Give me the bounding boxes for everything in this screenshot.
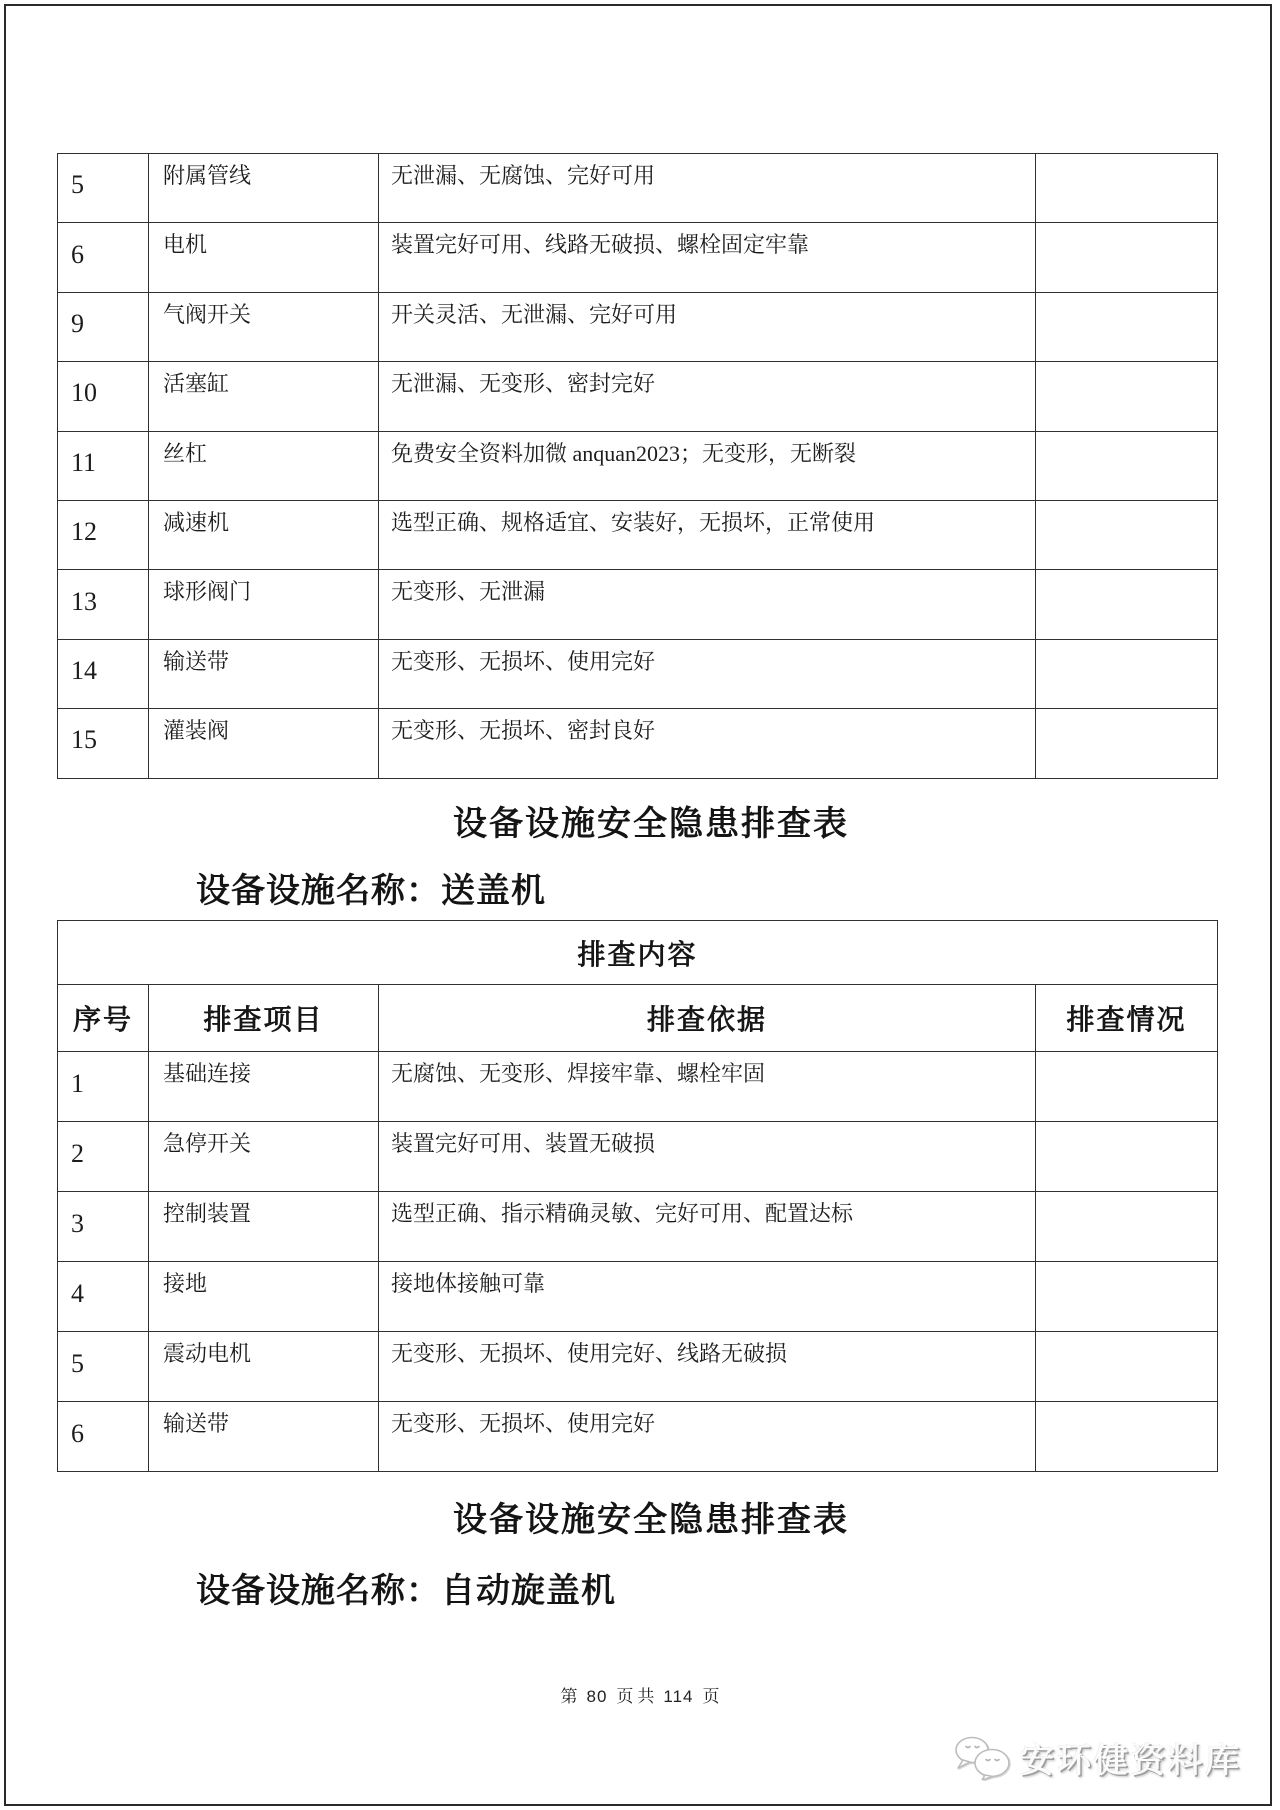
status-cell bbox=[1036, 1402, 1218, 1472]
serial-cell: 12 bbox=[58, 500, 149, 569]
footer-prefix: 第 bbox=[560, 1687, 578, 1706]
watermark-text: 安环健资料库 bbox=[1020, 1743, 1242, 1780]
basis-cell: 无泄漏、无腐蚀、完好可用 bbox=[379, 154, 1036, 223]
item-cell: 震动电机 bbox=[149, 1332, 379, 1402]
report-title-2: 设备设施安全隐患排查表 bbox=[453, 1502, 849, 1539]
basis-cell: 无变形、无损坏、使用完好 bbox=[379, 1402, 1036, 1472]
footer-suffix: 页 bbox=[702, 1687, 720, 1706]
basis-cell: 无变形、无损坏、密封良好 bbox=[379, 709, 1036, 778]
basis-cell: 无泄漏、无变形、密封完好 bbox=[379, 362, 1036, 431]
item-cell: 急停开关 bbox=[149, 1122, 379, 1192]
basis-cell: 接地体接触可靠 bbox=[379, 1262, 1036, 1332]
device-name-label: 设备设施名称： bbox=[196, 1573, 441, 1610]
status-cell bbox=[1036, 709, 1218, 778]
table-row bbox=[58, 709, 1218, 778]
serial-cell: 11 bbox=[58, 431, 149, 500]
item-cell: 输送带 bbox=[149, 639, 379, 708]
table-row bbox=[58, 500, 1218, 569]
col-header-basis: 排查依据 bbox=[379, 985, 1036, 1052]
status-cell bbox=[1036, 362, 1218, 431]
table-row bbox=[58, 1052, 1218, 1122]
serial-cell: 15 bbox=[58, 709, 149, 778]
table-row bbox=[58, 1402, 1218, 1472]
basis-cell: 选型正确、指示精确灵敏、完好可用、配置达标 bbox=[379, 1192, 1036, 1262]
table-row bbox=[58, 1262, 1218, 1332]
col-header-status: 排查情况 bbox=[1036, 985, 1218, 1052]
table-row bbox=[58, 223, 1218, 292]
serial-cell: 2 bbox=[58, 1122, 149, 1192]
table-row bbox=[58, 154, 1218, 223]
item-cell: 灌装阀 bbox=[149, 709, 379, 778]
item-cell: 输送带 bbox=[149, 1402, 379, 1472]
serial-cell: 6 bbox=[58, 223, 149, 292]
device-name-value: 自动旋盖机 bbox=[441, 1573, 616, 1610]
footer-mid2: 共 bbox=[637, 1687, 655, 1706]
status-cell bbox=[1036, 1332, 1218, 1402]
item-cell: 活塞缸 bbox=[149, 362, 379, 431]
col-header-serial: 序号 bbox=[58, 985, 149, 1052]
serial-cell: 4 bbox=[58, 1262, 149, 1332]
basis-cell: 装置完好可用、装置无破损 bbox=[379, 1122, 1036, 1192]
item-cell: 基础连接 bbox=[149, 1052, 379, 1122]
status-cell bbox=[1036, 431, 1218, 500]
item-cell: 气阀开关 bbox=[149, 292, 379, 361]
table-row bbox=[58, 1122, 1218, 1192]
basis-cell: 选型正确、规格适宜、安装好，无损坏，正常使用 bbox=[379, 500, 1036, 569]
serial-cell: 14 bbox=[58, 639, 149, 708]
table2-body bbox=[58, 1052, 1218, 1472]
item-cell: 电机 bbox=[149, 223, 379, 292]
table-row bbox=[58, 639, 1218, 708]
basis-cell: 无变形、无损坏、使用完好、线路无破损 bbox=[379, 1332, 1036, 1402]
basis-cell: 装置完好可用、线路无破损、螺栓固定牢靠 bbox=[379, 223, 1036, 292]
merged-header-row bbox=[58, 921, 1218, 985]
device-name-line-1 bbox=[196, 863, 546, 912]
basis-cell: 开关灵活、无泄漏、完好可用 bbox=[379, 292, 1036, 361]
item-cell: 控制装置 bbox=[149, 1192, 379, 1262]
serial-cell: 3 bbox=[58, 1192, 149, 1262]
serial-cell: 5 bbox=[58, 154, 149, 223]
page-number: 80 bbox=[586, 1687, 608, 1706]
device-name-line-2 bbox=[196, 1563, 616, 1612]
basis-cell: 无腐蚀、无变形、焊接牢靠、螺栓牢固 bbox=[379, 1052, 1036, 1122]
basis-cell: 免费安全资料加微 anquan2023；无变形，无断裂 bbox=[379, 431, 1036, 500]
item-cell: 球形阀门 bbox=[149, 570, 379, 639]
table-row bbox=[58, 362, 1218, 431]
table-row bbox=[58, 1332, 1218, 1402]
status-cell bbox=[1036, 500, 1218, 569]
watermark-logo bbox=[950, 1733, 1242, 1782]
serial-cell: 1 bbox=[58, 1052, 149, 1122]
status-cell bbox=[1036, 1122, 1218, 1192]
status-cell bbox=[1036, 1192, 1218, 1262]
item-cell: 附属管线 bbox=[149, 154, 379, 223]
table-row bbox=[58, 431, 1218, 500]
column-header-row bbox=[58, 985, 1218, 1052]
serial-cell: 10 bbox=[58, 362, 149, 431]
status-cell bbox=[1036, 223, 1218, 292]
table-row bbox=[58, 570, 1218, 639]
inspection-table-continued bbox=[57, 153, 1218, 779]
serial-cell: 13 bbox=[58, 570, 149, 639]
device-name-label: 设备设施名称： bbox=[196, 873, 441, 910]
item-cell: 接地 bbox=[149, 1262, 379, 1332]
total-pages: 114 bbox=[663, 1687, 694, 1706]
serial-cell: 6 bbox=[58, 1402, 149, 1472]
status-cell bbox=[1036, 570, 1218, 639]
status-cell bbox=[1036, 639, 1218, 708]
basis-cell: 无变形、无损坏、使用完好 bbox=[379, 639, 1036, 708]
status-cell bbox=[1036, 154, 1218, 223]
serial-cell: 5 bbox=[58, 1332, 149, 1402]
status-cell bbox=[1036, 1052, 1218, 1122]
merged-header-cell: 排查内容 bbox=[58, 921, 1218, 985]
status-cell bbox=[1036, 1262, 1218, 1332]
status-cell bbox=[1036, 292, 1218, 361]
col-header-item: 排查项目 bbox=[149, 985, 379, 1052]
basis-cell: 无变形、无泄漏 bbox=[379, 570, 1036, 639]
table1-body bbox=[58, 154, 1218, 779]
inspection-table bbox=[57, 920, 1218, 1472]
item-cell: 丝杠 bbox=[149, 431, 379, 500]
report-title-1: 设备设施安全隐患排查表 bbox=[453, 806, 849, 843]
table-row bbox=[58, 1192, 1218, 1262]
item-cell: 减速机 bbox=[149, 500, 379, 569]
wechat-icon bbox=[950, 1736, 1012, 1780]
page-footer bbox=[0, 1682, 1280, 1707]
footer-mid1: 页 bbox=[616, 1687, 634, 1706]
serial-cell: 9 bbox=[58, 292, 149, 361]
table-row bbox=[58, 292, 1218, 361]
device-name-value: 送盖机 bbox=[441, 873, 546, 910]
